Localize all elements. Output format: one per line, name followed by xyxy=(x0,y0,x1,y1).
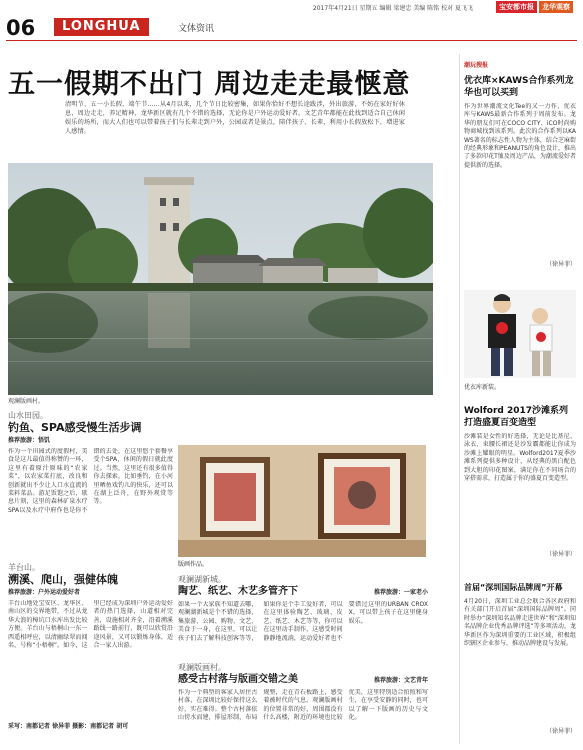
section-rec: 推荐旅游：户外运动爱好者 xyxy=(8,589,81,596)
right-article-byline: （徐异菲） xyxy=(545,728,576,735)
right-article-byline: （徐异菲） xyxy=(545,261,576,268)
section-rec: 推荐旅游：悟饥 xyxy=(8,437,51,444)
section-title: 陶艺、纸艺、木艺多管齐下 xyxy=(178,586,298,597)
section-banhuacun xyxy=(178,662,428,747)
header-rule xyxy=(6,40,577,41)
section-yangtaishan xyxy=(8,562,173,730)
village-lake-photo xyxy=(8,163,433,395)
art-photo-caption: 版画作品。 xyxy=(178,561,209,568)
lead-paragraph: 清明节、五一小长假、端午节……从4月以来，几个节日比较密集，如果你恰好不想长途跋涉，外出旅游，不妨在家好好休息，周边走走，养足精神，龙华新区就有几个不错的选择，无论你是户外运动爱好者，文艺青年都能在此找到适合自己休闲娱乐的场所，而大人们也可以带着孩子们与长辈走到户外，公园或者是景点，陪伴孩子、长辈，利用小长假放松下，增进家人感情。 xyxy=(65,101,405,135)
column-divider xyxy=(459,54,460,744)
section-body: 如果一个大家族不知道去哪，观澜湖新城是个不错的选择，集旅游、公园、购物、文艺、美食于一身，在这里，可以让孩子们去了解科技创客等等，如果你是个手工爱好者，可以在这里体验陶艺、玻璃、皮艺、纸艺、木艺等等，你可以在这里动手制作，这感受时间静静地流淌，运动爱好者也不要错过这里的URBAN CROXX，可以带上孩子在这里健身娱乐。 xyxy=(178,601,428,642)
right-column xyxy=(464,60,576,269)
section-area: 羊台山。 xyxy=(8,563,40,572)
right-article-body: 沙滩装是女性的好选择，无论是比基尼、泳衣、束腰长裙还是沙发霸都能让你成为沙滩上耀眼的明星。Wolford2017夏季沙滩系列提供多种设计，从经典的黑白配色到大胆的印花图案，满足你在不同场合的穿搭需求，打造属于你的盛夏百变造型。 xyxy=(464,433,576,483)
right-article-body: 作为世界潮流文化Tee的又一力作，优衣库与KAWS最新合作系列于周前发布。龙华的朋友们可在COCO CITY、iCO时尚购物商城找到该系列。此次的合作系列以KAWS著名的标志性人物为主体，结合芝麻街的经典形象和PEANUTS的角色设计，推出了多款印花T恤及周边产品，为潮流爱好者提供新的选择。 xyxy=(464,103,576,169)
right-article-body: 4月20日，深圳工业总会联合各区政府和有关部门开启首届“深圳国际品牌周”。同时举办“深圳知名品牌走进世界”和“深圳知名品牌企业优秀品牌评选”等多项活动，龙华新区作为深圳重要的工业区域，积极组织辖区企业参与，推动品牌建设与发展。 xyxy=(464,598,576,648)
section-title: 钓鱼、SPA感受慢生活步调 xyxy=(8,421,142,434)
right-article-byline: （徐异菲） xyxy=(545,551,576,558)
logo-text: 宝安都市报 xyxy=(496,1,537,13)
right-article-title: 优衣库×KAWS合作系列龙华也可以买到 xyxy=(464,76,574,98)
section-area: 观澜湖新城。 xyxy=(178,575,226,584)
brand-bar: LONGHUA xyxy=(54,18,149,36)
section-guanlanhu xyxy=(178,574,428,651)
section-rec: 推荐旅游：文艺青年 xyxy=(373,677,428,684)
right-article-wolford xyxy=(464,405,576,559)
main-headline: 五一假期不出门 周边走走最惬意 xyxy=(8,69,411,100)
page-meta: 2017年4月21日 星期五 编辑 梁建忠 美编 陈铭 校对 夏飞飞 xyxy=(312,5,473,12)
section-body: 作为一个田园式的度假村，美食是这儿最值得称赞的一环，这里有着原汁原味的“农家菜”，以农家菜打底，改良和创新就出不少让人口水直流的菜料菜品。游足饭饱之后，歇息片刻，这里的森林矿泉水疗SPA以及水疗中府作也是你不错的去处，在这里悠个套餐享受个SPA，休闲的假日就此度过。当然，这里还有很多值得你去探索，比如垂钓，在小河里晒鱼戏钓儿的快乐，还可以在湖上泛舟，在野外观赏等等。 xyxy=(8,448,173,514)
logo-sub: 龙华观察 xyxy=(539,1,573,13)
section-body: 作为一个典型的客家人居住古村落，在深圳比较好保持这么好，实在难得。整个古村落依山傍水而建，排屋形制，布局规整，走在青石板路上，感受着被时代的气息。观澜版画村的位置非常的好，周围都没有什么高楼，附近的环境也比较优美，这里特别适合拍照和写生，在享受安静的同时，也可以了解一下版画的历史与文化。 xyxy=(178,689,428,722)
main-photo xyxy=(8,163,433,395)
section-title: 感受古村落与版画交错之美 xyxy=(178,674,298,685)
prints-exhibition-photo xyxy=(178,445,426,557)
right-article-title: 首届“深圳国际品牌周”开幕 xyxy=(464,583,563,592)
section-name: 文体资讯 xyxy=(178,24,215,34)
uniqlo-caption: 优衣库新装。 xyxy=(464,384,501,391)
section-body: 羊台山地处宝安区、龙华区、南山区的交界地带，不过从龙华大浪的樟坑口水库出发比较方便。羊台山与梧桐山一东一西遥相呼应，以清幽绿翠而闻名，号称“小梧桐”。如今，这里已经成为深圳户外运动爱好者的热门选择，山道相对完善，设施相对齐全，沿着溯溪路线一路前行，既可以欣赏沿途风景，又可以锻炼身体，适合一家人出游。 xyxy=(8,600,173,650)
art-photo xyxy=(178,445,426,557)
right-tag: 潮玩搜报 xyxy=(464,62,489,69)
section-area: 观澜版画村。 xyxy=(178,663,226,672)
right-article-title: Wolford 2017沙滩系列打造盛夏百变造型 xyxy=(464,406,569,428)
page-number: 06 xyxy=(6,16,36,40)
section-area: 山水田园。 xyxy=(8,411,48,420)
right-article-brandweek xyxy=(464,582,576,736)
section-footer: 采写：南都记者 徐异菲 摄影：南都记者 胡可 xyxy=(8,723,129,730)
section-shanshui xyxy=(8,410,173,576)
newspaper-logo xyxy=(496,1,573,13)
models-photo xyxy=(464,290,576,378)
main-photo-caption: 观澜版画村。 xyxy=(8,398,45,405)
section-rec: 推荐旅游：一家老小 xyxy=(373,589,428,596)
section-title: 溯溪、爬山，强健体魄 xyxy=(8,573,118,586)
uniqlo-photo xyxy=(464,290,576,378)
